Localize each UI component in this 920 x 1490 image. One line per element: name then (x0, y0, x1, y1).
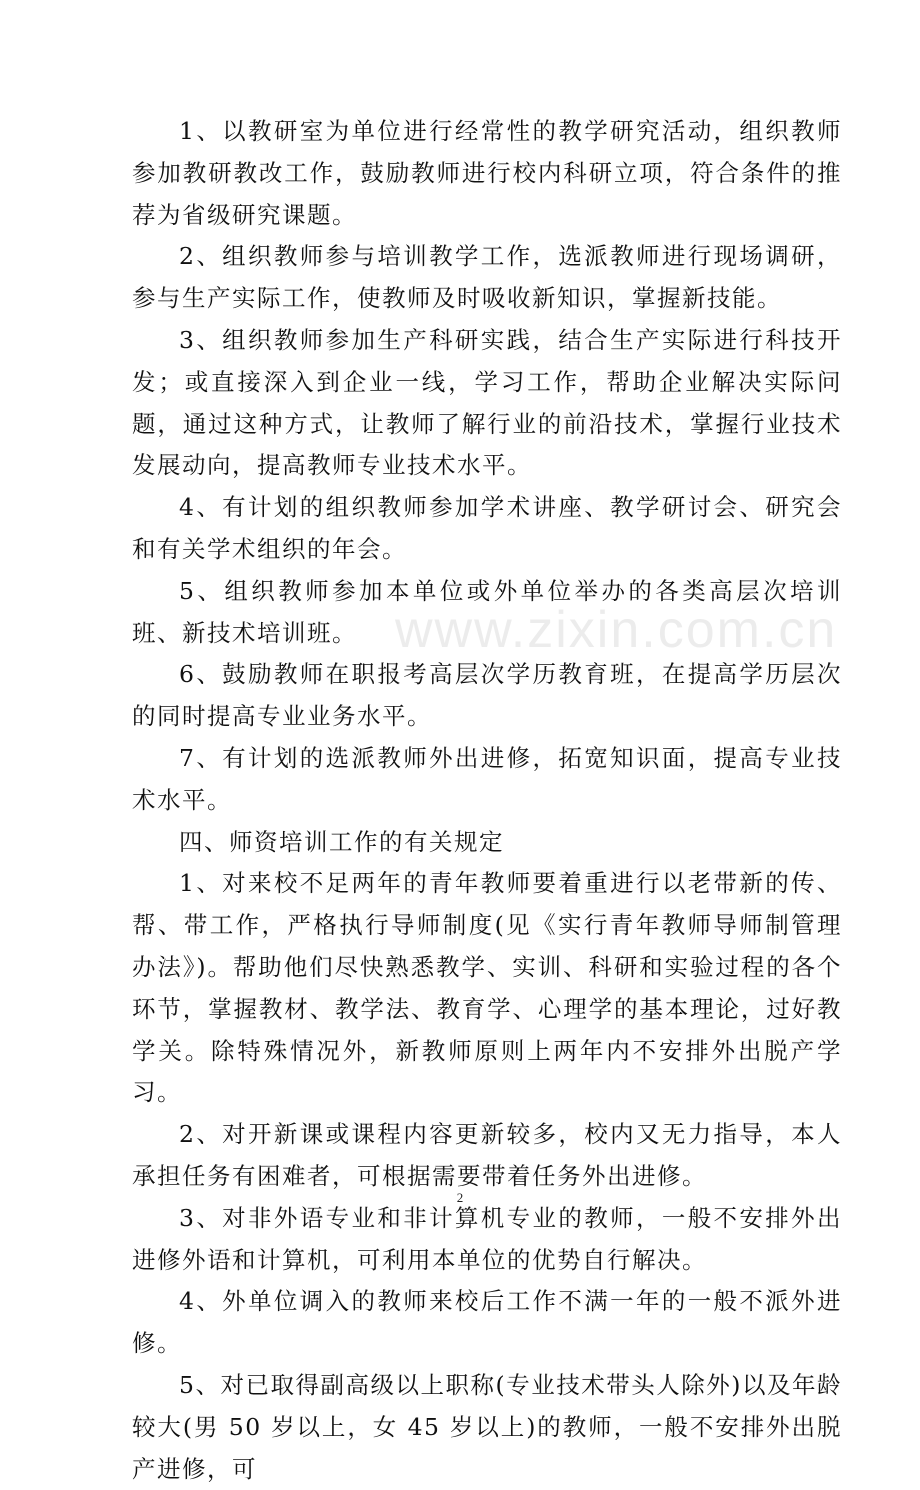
paragraph: 5、对已取得副高级以上职称(专业技术带头人除外)以及年龄较大(男 50 岁以上，女 45 岁以上)的教师，一般不安排外出脱产进修，可 (132, 1370, 842, 1483)
paragraph: 4、有计划的组织教师参加学术讲座、教学研讨会、研究会和有关学术组织的年会。 (132, 493, 842, 563)
paragraph: 7、有计划的选派教师外出进修，拓宽知识面，提高专业技术水平。 (132, 743, 842, 814)
watermark: www.zixin.com.cn (395, 601, 838, 659)
paragraph: 6、鼓励教师在职报考高层次学历教育班，在提高学历层次的同时提高专业业务水平。 (132, 660, 842, 731)
paragraph: 1、以教研室为单位进行经常性的教学研究活动，组织教师参加教研教改工作，鼓励教师进行校内科研立项，符合条件的推荐为省级研究课题。 (132, 117, 842, 229)
section-heading: 四、师资培训工作的有关规定 (179, 827, 504, 856)
page-number: 2 (456, 1190, 464, 1205)
paragraph: 3、对非外语专业和非计算机专业的教师，一般不安排外出进修外语和计算机，可利用本单位的优势自行解决。 (132, 1203, 842, 1274)
paragraph: 5、组织教师参加本单位或外单位举办的各类高层次培训班、新技术培训班。 (132, 576, 842, 647)
paragraph: 2、对开新课或课程内容更新较多，校内又无力指导，本人承担任务有困难者，可根据需要带着任务外出进修。 (132, 1120, 842, 1190)
paragraph: 4、外单位调入的教师来校后工作不满一年的一般不派外进修。 (132, 1287, 842, 1358)
document-body (132, 111, 842, 1490)
paragraph: 1、对来校不足两年的青年教师要着重进行以老带新的传、帮、带工作，严格执行导师制度(见《实行青年教师导师制管理办法》)。帮助他们尽快熟悉教学、实训、科研和实验过程的各个环节，掌握教材、教学法、教育学、心理学的基本理论，过好教学关。除特殊情况外，新教师原则上两年内不安排外出脱产学习。 (132, 869, 842, 1107)
paragraph: 3、组织教师参加生产科研实践，结合生产实际进行科技开发；或直接深入到企业一线，学习工作，帮助企业解决实际问题，通过这种方式，让教师了解行业的前沿技术，掌握行业技术发展动向，提高教师专业技术水平。 (132, 325, 842, 480)
paragraph: 2、组织教师参与培训教学工作，选派教师进行现场调研，参与生产实际工作，使教师及时吸收新知识，掌握新技能。 (132, 242, 842, 313)
